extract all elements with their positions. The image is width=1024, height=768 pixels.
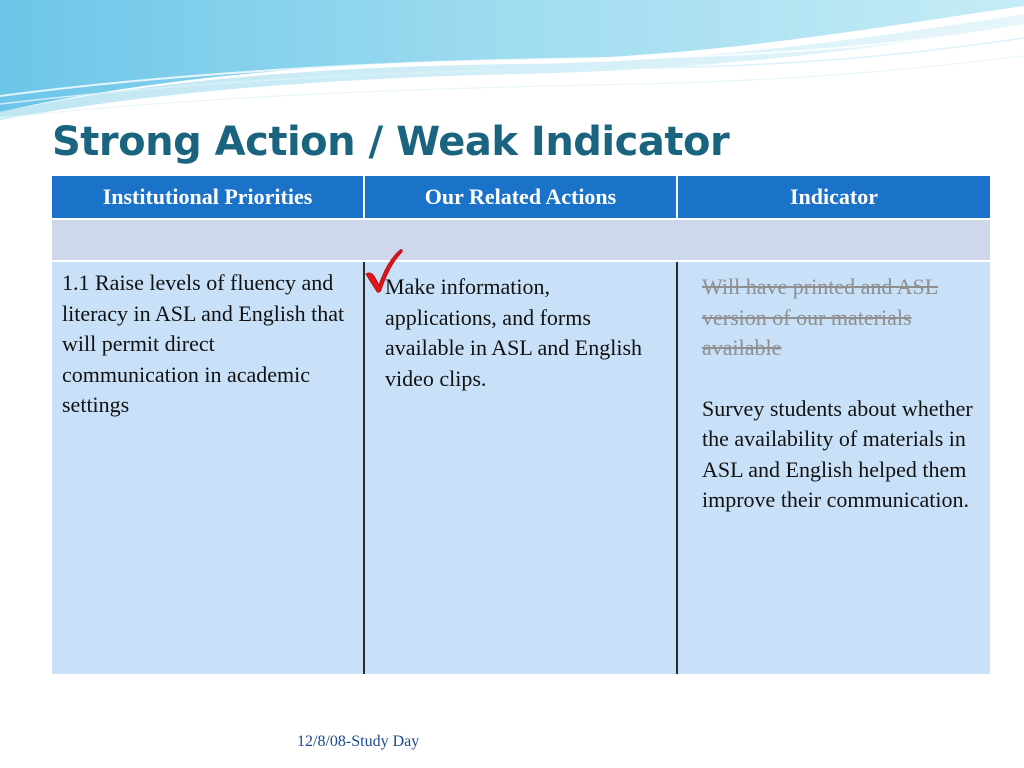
red-checkmark-icon [363,248,403,294]
priority-cell: 1.1 Raise levels of fluency and literacy in ASL and English that will permit direct communication in academic settings [52,261,364,674]
indicator-cell [677,261,990,674]
header-institutional-priorities: Institutional Priorities [52,176,364,219]
footer-date: 12/8/08-Study Day [297,733,420,750]
header-related-actions: Our Related Actions [364,176,677,219]
priorities-table-container [52,176,990,674]
spacer-cell [52,219,990,261]
header-indicator: Indicator [677,176,990,219]
struck-indicator-text: Will have printed and ASL version of our materials available [702,274,939,360]
action-text: Make information, applications, and forms available in ASL and English video clips. [385,274,643,391]
action-cell [364,261,677,674]
priorities-table [52,176,990,674]
table-spacer-row [52,219,990,261]
table-header-row [52,176,990,219]
table-row [52,261,990,674]
slide-title: Strong Action / Weak Indicator [52,119,730,165]
header-wave-decoration [0,0,1024,130]
revised-indicator-text: Survey students about whether the availability of materials in ASL and English helped them improve their communication. [702,395,973,512]
